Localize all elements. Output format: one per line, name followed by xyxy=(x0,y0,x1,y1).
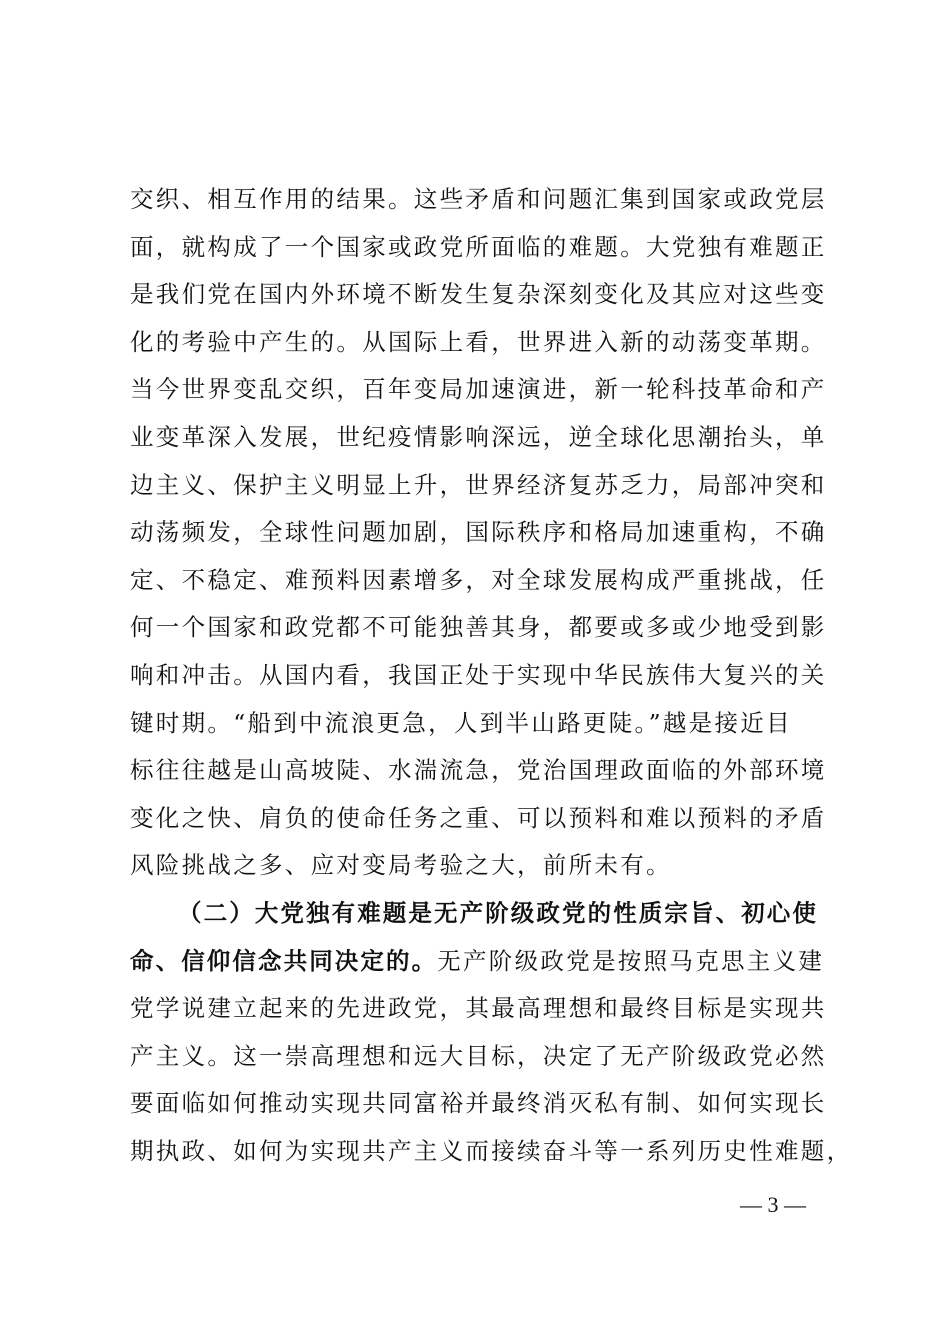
paragraph-text: 无产阶级政党是按照马克思主义建 xyxy=(437,946,825,975)
paragraph-line: 当今世界变乱交织，百年变局加速演进，新一轮科技革命和产 xyxy=(130,375,827,404)
paragraph-line: 要面临如何推动实现共同富裕并最终消灭私有制、如何实现长 xyxy=(130,1089,827,1118)
section-heading: （二）大党独有难题是无产阶级政党的性质宗旨、初心使 xyxy=(178,898,818,927)
paragraph-line: 化的考验中产生的。从国际上看，世界进入新的动荡变革期。 xyxy=(130,327,827,356)
paragraph-line: 产主义。这一崇高理想和远大目标，决定了无产阶级政党必然 xyxy=(130,1041,827,1070)
paragraph-line: 交织、相互作用的结果。这些矛盾和问题汇集到国家或政党层 xyxy=(130,185,827,213)
section-heading-continued: 命、信仰信念共同决定的。 xyxy=(130,946,438,975)
paragraph-line: 是我们党在国内外环境不断发生复杂深刻变化及其应对这些变 xyxy=(130,280,827,309)
paragraph-line xyxy=(130,938,830,986)
paragraph-line: 动荡频发，全球性问题加剧，国际秩序和格局加速重构，不确 xyxy=(130,518,827,547)
paragraph-line: 业变革深入发展，世纪疫情影响深远，逆全球化思潮抬头，单 xyxy=(130,422,827,451)
page-number: — 3 — xyxy=(740,1192,806,1217)
paragraph-line: 何一个国家和政党都不可能独善其身，都要或多或少地受到影 xyxy=(130,613,827,642)
paragraph-line: 变化之快、肩负的使命任务之重、可以预料和难以预料的矛盾 xyxy=(130,803,827,832)
paragraph-line: 面，就构成了一个国家或政党所面临的难题。大党独有难题正 xyxy=(130,232,827,261)
paragraph-line: 边主义、保护主义明显上升，世界经济复苏乏力，局部冲突和 xyxy=(130,470,827,499)
paragraph-line: 党学说建立起来的先进政党，其最高理想和最终目标是实现共 xyxy=(130,994,827,1023)
section-heading-line xyxy=(130,890,830,938)
body-text xyxy=(130,176,853,1175)
paragraph-line: 定、不稳定、难预料因素增多，对全球发展构成严重挑战，任 xyxy=(130,565,827,594)
paragraph-line: 键时期。“船到中流浪更急，人到半山路更陡。”越是接近目 xyxy=(130,708,792,737)
paragraph-line: 期执政、如何为实现共产主义而接续奋斗等一系列历史性难题， xyxy=(130,1136,853,1165)
paragraph-line: 标往往越是山高坡陡、水湍流急，党治国理政面临的外部环境 xyxy=(130,756,827,785)
paragraph-line: 响和冲击。从国内看，我国正处于实现中华民族伟大复兴的关 xyxy=(130,660,827,689)
paragraph-line: 风险挑战之多、应对变局考验之大，前所未有。 xyxy=(130,851,672,880)
